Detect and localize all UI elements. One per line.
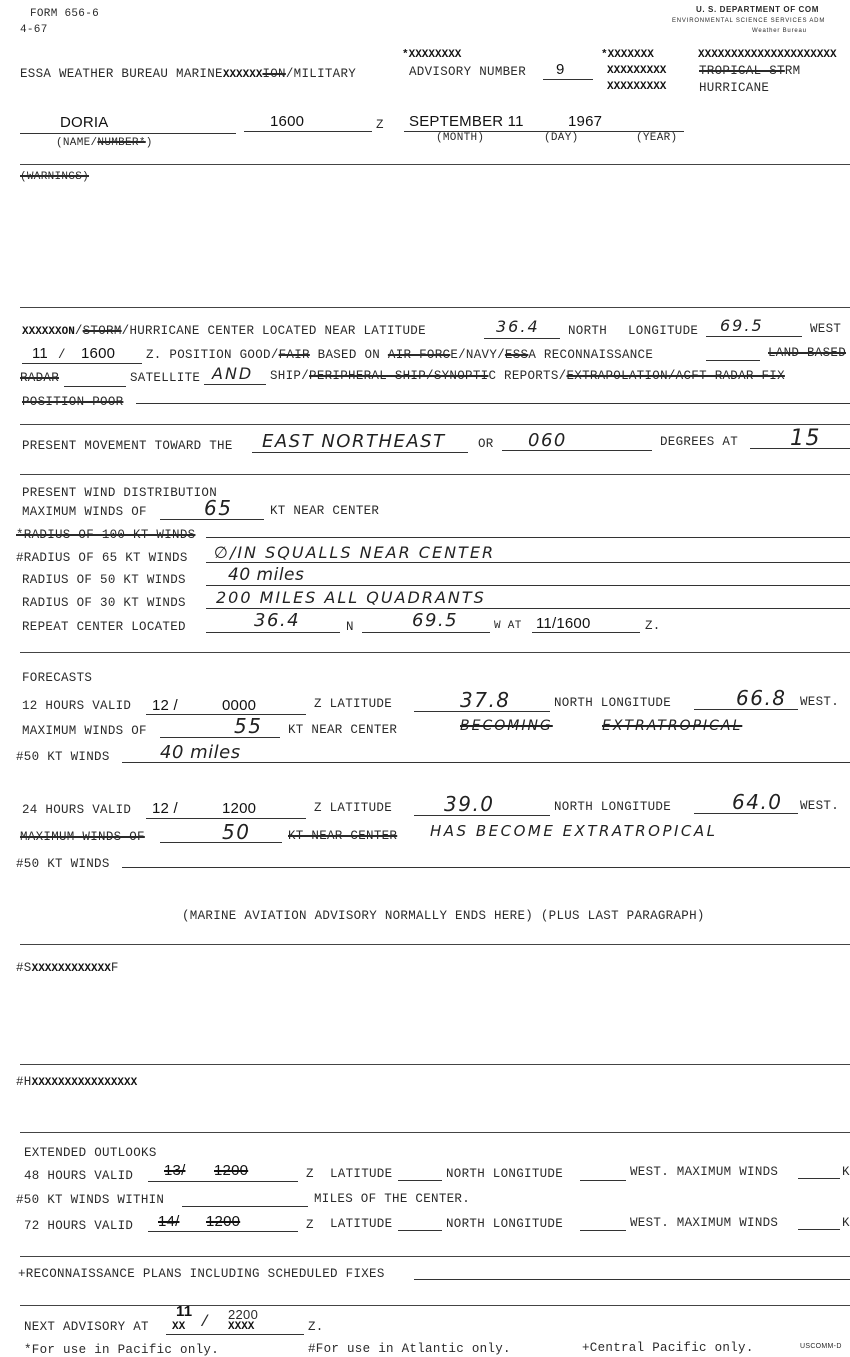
repeat-longitude-line (362, 632, 490, 633)
advisory-number-line (543, 79, 593, 80)
f12-max-value: 55 (234, 714, 263, 738)
second-hash-struck: XXXXXXXXXXXXXXXX (31, 1077, 138, 1089)
repeat-latitude: 36.4 (254, 610, 301, 631)
repeat-w-at-label: W AT (494, 620, 522, 632)
reports-label: C REPORTS/ (488, 369, 567, 383)
f24-time-line (146, 818, 306, 819)
advisory-xx-mark: *XXXXXXXX (402, 49, 462, 61)
struck-prefix: XXXXXXON (22, 326, 75, 338)
fair-struck: FAIR (278, 348, 310, 362)
center-slash: / (58, 348, 66, 362)
radius-65-value: ∅/IN SQUALLS NEAR CENTER (214, 543, 496, 562)
f24-west: WEST. (800, 799, 840, 813)
o72-label: 72 HOURS VALID (24, 1219, 134, 1233)
movement-degrees-line (502, 450, 652, 451)
f12-z-latitude: Z LATITUDE (314, 697, 393, 711)
name-caption-text: (NAME/ (56, 137, 98, 149)
storm-name: DORIA (60, 114, 109, 131)
advisory-number-value: 9 (556, 61, 565, 78)
department-title: U. S. DEPARTMENT OF COM (696, 5, 819, 14)
f24-label: 24 HOURS VALID (22, 803, 132, 817)
next-slash: / (200, 1313, 210, 1331)
o48-day-struck: 13/ (164, 1162, 186, 1179)
o72-z: Z (306, 1218, 314, 1232)
f12-north-longitude: NORTH LONGITUDE (554, 696, 672, 710)
f24-z-latitude: Z LATITUDE (314, 801, 393, 815)
second-hash-label (16, 1076, 137, 1089)
o48-west-max: WEST. MAXIMUM WINDS (630, 1165, 779, 1179)
month-day-value: SEPTEMBER 11 (409, 113, 524, 130)
name-caption-end: ) (145, 137, 153, 149)
movement-direction-line (252, 452, 468, 453)
becoming-struck: BECOMING (460, 718, 553, 734)
f12-time-line (146, 714, 306, 715)
center-latitude-line (484, 338, 560, 339)
movement-speed-line (750, 448, 850, 449)
o72-north-longitude: NORTH LONGITUDE (446, 1217, 564, 1231)
repeat-time: 11/1600 (536, 615, 591, 632)
form-date: 4-67 (20, 24, 48, 36)
f24-time: 1200 (222, 800, 257, 817)
o72-latitude-line (398, 1230, 442, 1231)
repeat-z-label: Z. (645, 619, 661, 633)
z-label: Z (376, 118, 384, 132)
number-caption-struck: NUMBER* (97, 137, 146, 149)
or-label: OR (478, 437, 494, 451)
divider (20, 1132, 850, 1133)
o72-west-max: WEST. MAXIMUM WINDS (630, 1216, 779, 1230)
f12-time: 0000 (222, 697, 257, 714)
kt-near-center-label: KT NEAR CENTER (270, 504, 380, 518)
footnote-pacific: *For use in Pacific only. (24, 1343, 220, 1357)
position-poor-struck: POSITION POOR (22, 395, 124, 409)
f24-w50-label: #50 KT WINDS (16, 857, 110, 871)
ship-reports (270, 370, 785, 383)
administration-title: ENVIRONMENTAL SCIENCE SERVICES ADM (672, 18, 826, 24)
warnings-label: (WARNINGS) (20, 171, 90, 183)
f12-longitude: 66.8 (736, 686, 787, 710)
f12-max-label: MAXIMUM WINDS OF (22, 724, 147, 738)
struck-ion-text: ION (262, 67, 286, 81)
divider (20, 1064, 850, 1065)
f12-latitude-line (414, 711, 550, 712)
recon-plans-line (414, 1279, 850, 1280)
advisory-time: 1600 (270, 113, 305, 130)
next-time-new: 2200 (228, 1307, 259, 1322)
essa-struck: ESS (504, 348, 529, 362)
radius-65-line (206, 562, 850, 563)
extended-outlooks-heading: EXTENDED OUTLOOKS (24, 1146, 157, 1160)
divider (20, 652, 850, 653)
forecasts-heading: FORECASTS (22, 671, 93, 685)
next-day-new: 11 (176, 1303, 193, 1320)
o72-day-struck: 14/ (158, 1213, 180, 1230)
o72-time-line (148, 1231, 298, 1232)
next-advisory-label: NEXT ADVISORY AT (24, 1320, 149, 1334)
radius-30-label: RADIUS OF 30 KT WINDS (22, 596, 186, 610)
essa-marine-label: ESSA WEATHER BUREAU MARINE (20, 67, 223, 81)
f24-kt-struck: KT NEAR CENTER (288, 829, 398, 843)
satellite-line (20, 372, 59, 385)
north-label: NORTH (568, 324, 608, 338)
peripheral-struck: PERIPHERAL SHIP/SYNOPTI (309, 369, 489, 383)
f12-kt-near-center: KT NEAR CENTER (288, 723, 398, 737)
extrapolation-struck: EXTRAPOLATION/ACFT RADAR FIX (566, 369, 785, 383)
f24-latitude-line (414, 815, 550, 816)
marine-aviation-note: (MARINE AVIATION ADVISORY NORMALLY ENDS HERE) (PLUS LAST PARAGRAPH) (182, 909, 705, 923)
center-longitude: 69.5 (720, 316, 764, 335)
bureau-title: Weather Bureau (752, 28, 807, 34)
f24-max-value: 50 (222, 820, 251, 844)
year-value: 1967 (568, 113, 603, 130)
divider (20, 474, 850, 475)
struck-aviation-text: XXXXXX (222, 69, 263, 81)
storm-surge-label (16, 962, 119, 975)
tropical-storm-struck: TROPICAL ST (699, 64, 785, 78)
divider (20, 1305, 850, 1306)
month-caption: (MONTH) (436, 132, 485, 144)
o72-max-line (798, 1229, 840, 1230)
center-day: 11 (32, 345, 48, 362)
f24-day: 12 / (152, 800, 178, 817)
center-time-line (22, 363, 142, 364)
wind-distribution-heading: PRESENT WIND DISTRIBUTION (22, 486, 218, 500)
storm-struck: STORM (82, 324, 122, 338)
o48-time-struck: 1200 (214, 1162, 249, 1179)
degrees-at-label: DEGREES AT (660, 435, 739, 449)
storm-surge-struck: XXXXXXXXXXXX (31, 963, 111, 975)
radius-100-struck: *RADIUS OF 100 KT WINDS (16, 528, 196, 542)
storm-name-line (20, 133, 236, 134)
next-z: Z. (308, 1320, 324, 1334)
divider (20, 164, 850, 165)
type-col1-a: *XXXXXXX (601, 49, 654, 61)
o48-max-line (798, 1178, 840, 1179)
o48-latitude-line (398, 1180, 442, 1181)
position-good-label: Z. POSITION GOOD/ (146, 348, 279, 362)
center-latitude: 36.4 (496, 317, 540, 336)
longitude-label: LONGITUDE (628, 324, 699, 338)
footnote-central-pacific: +Central Pacific only. (582, 1341, 754, 1355)
repeat-center-label: REPEAT CENTER LOCATED (22, 620, 186, 634)
radar-line (64, 386, 126, 387)
o50-miles-center: MILES OF THE CENTER. (314, 1192, 471, 1206)
footnote-atlantic: #For use in Atlantic only. (308, 1342, 511, 1356)
movement-direction: EAST NORTHEAST (262, 431, 446, 452)
recon-plans-label: +RECONNAISSANCE PLANS INCLUDING SCHEDULED FIXES (18, 1267, 385, 1281)
repeat-longitude: 69.5 (412, 610, 459, 631)
navy-label: E/NAVY/ (450, 348, 505, 362)
type-col1-c: XXXXXXXXX (607, 81, 667, 93)
repeat-n-label: N (346, 620, 354, 634)
f12-w50-value: 40 miles (160, 742, 241, 763)
satellite-value: AND (212, 364, 254, 383)
max-winds-value: 65 (204, 496, 233, 520)
o48-z: Z (306, 1167, 314, 1181)
next-time-old-struck: XXXX (228, 1321, 255, 1333)
satellite-label: SATELLITE (130, 371, 201, 385)
f12-latitude: 37.8 (460, 688, 511, 712)
air-force-struck: AIR FORC (387, 348, 451, 362)
hurricane-label: HURRICANE (699, 81, 770, 95)
radius-65-label: #RADIUS OF 65 KT WINDS (16, 551, 188, 565)
o48-time-line (148, 1181, 298, 1182)
o72-longitude-line (580, 1230, 626, 1231)
radar-struck: RADAR (20, 371, 60, 385)
advisory-time-line (244, 131, 372, 132)
o48-latitude-label: LATITUDE (330, 1167, 393, 1181)
next-advisory-line (166, 1334, 304, 1335)
o48-north-longitude: NORTH LONGITUDE (446, 1167, 564, 1181)
next-day-old-struck: XX (172, 1321, 186, 1333)
divider (20, 944, 850, 945)
o72-kt-cut: K (842, 1216, 850, 1230)
o50-line (182, 1206, 308, 1207)
f24-north-longitude: NORTH LONGITUDE (554, 800, 672, 814)
movement-speed: 15 (790, 426, 821, 451)
divider (20, 307, 850, 308)
land-based-struck: LAND BASED (768, 346, 847, 360)
max-winds-label: MAXIMUM WINDS OF (22, 505, 147, 519)
radius-30-line (206, 608, 850, 609)
f12-w50-line (122, 762, 850, 763)
o48-label: 48 HOURS VALID (24, 1169, 134, 1183)
satellite-line-under (204, 384, 266, 385)
o72-latitude-label: LATITUDE (330, 1217, 393, 1231)
divider (20, 1256, 850, 1257)
f24-note: HAS BECOME EXTRATROPICAL (430, 822, 718, 840)
radius-50-line (206, 585, 850, 586)
o48-kt-cut: K (842, 1165, 850, 1179)
tropical-storm-end: RM (784, 64, 801, 78)
form-number: FORM 656-6 (30, 8, 100, 20)
separator: / (74, 324, 83, 338)
ship-label: SHIP/ (270, 369, 310, 383)
reconnaissance-label: A RECONNAISSANCE (528, 348, 654, 362)
movement-degrees: 060 (528, 430, 567, 451)
type-col2-b (699, 65, 800, 78)
o50-label: #50 KT WINDS WITHIN (16, 1193, 165, 1207)
recon-line (706, 360, 760, 361)
radius-50-value: 40 miles (228, 565, 305, 585)
storm-surge-prefix: #S (16, 961, 32, 975)
f12-max-line (160, 737, 280, 738)
type-col2-a: XXXXXXXXXXXXXXXXXXXXX (698, 49, 837, 61)
radius-100-line (206, 537, 850, 538)
year-caption: (YEAR) (636, 132, 678, 144)
advisory-number-label: ADVISORY NUMBER (409, 65, 527, 79)
type-col1-b: XXXXXXXXX (607, 65, 667, 77)
f12-longitude-line (694, 709, 798, 710)
center-location-line (22, 325, 426, 338)
f12-west: WEST. (800, 695, 840, 709)
west-label: WEST (810, 322, 842, 336)
o72-time-struck: 1200 (206, 1213, 241, 1230)
based-on-label: BASED ON (317, 348, 381, 362)
day-caption: (DAY) (544, 132, 579, 144)
extratropical-struck: EXTRATROPICAL (602, 718, 743, 734)
max-winds-line (160, 519, 264, 520)
storm-surge-suffix: F (110, 961, 119, 975)
form-code: USCOMM-D (800, 1343, 842, 1350)
center-time: 1600 (81, 345, 116, 362)
second-hash-prefix: #H (16, 1075, 32, 1089)
name-caption (56, 138, 153, 149)
f12-label: 12 HOURS VALID (22, 699, 132, 713)
position-poor-line (136, 403, 850, 404)
position-line (146, 349, 653, 362)
f24-w50-line (122, 867, 850, 868)
f24-max-line (160, 842, 282, 843)
movement-label: PRESENT MOVEMENT TOWARD THE (22, 439, 233, 453)
o48-longitude-line (580, 1180, 626, 1181)
center-longitude-line (706, 336, 802, 337)
radius-50-label: RADIUS OF 50 KT WINDS (22, 573, 186, 587)
f24-longitude-line (694, 813, 798, 814)
advisory-type-line (20, 68, 356, 81)
f24-longitude: 64.0 (732, 790, 783, 814)
military-label: /MILITARY (285, 67, 357, 81)
f24-latitude: 39.0 (444, 792, 495, 816)
divider (20, 424, 850, 425)
f24-max-label-struck: MAXIMUM WINDS OF (20, 830, 145, 844)
radius-30-value: 200 MILES ALL QUADRANTS (216, 588, 486, 607)
center-label: /HURRICANE CENTER LOCATED NEAR LATITUDE (121, 324, 426, 338)
f12-day: 12 / (152, 697, 178, 714)
f12-w50-label: #50 KT WINDS (16, 750, 110, 764)
repeat-latitude-line (206, 632, 340, 633)
repeat-time-line (532, 632, 640, 633)
